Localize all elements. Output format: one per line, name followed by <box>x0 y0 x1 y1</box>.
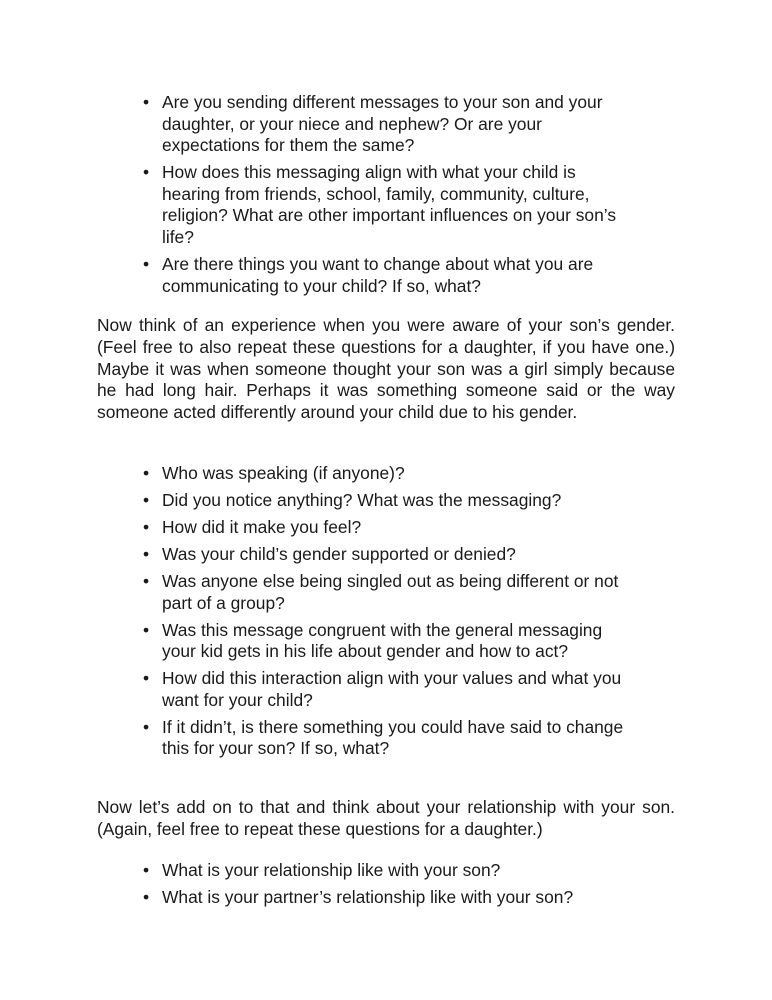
list-item <box>143 544 633 566</box>
bullet-icon: • <box>143 543 150 564</box>
list-item-text: What is your partner’s relationship like with your son? <box>162 886 574 907</box>
bullet-icon: • <box>143 668 150 689</box>
list-item-text: How does this messaging align with what your child is hearing from friends, school, family, community, culture, religion? What are other important influences on your son’s life? <box>162 162 617 247</box>
bullet-icon: • <box>143 886 150 907</box>
list-item <box>143 860 633 882</box>
list-item-text: Who was speaking (if anyone)? <box>162 463 405 483</box>
bullet-icon: • <box>143 860 150 880</box>
bullet-icon: • <box>143 716 150 737</box>
list-item <box>143 162 633 248</box>
list-item-text: Was this message congruent with the general messaging your kid gets in his life about gender and how to act? <box>162 619 603 662</box>
list-item-text: How did it make you feel? <box>162 516 362 537</box>
list-item <box>143 92 633 157</box>
list-item <box>143 620 633 663</box>
list-item <box>143 517 633 539</box>
list-item-text: Did you notice anything? What was the messaging? <box>162 489 562 510</box>
reflection-question-list-relationship <box>143 860 633 914</box>
bullet-icon: • <box>143 463 150 483</box>
list-item-text: Are there things you want to change about what you are communicating to your child? If so, what? <box>162 253 594 296</box>
list-item-text: How did this interaction align with your values and what you want for your child? <box>162 668 622 710</box>
bullet-icon: • <box>143 489 150 510</box>
body-paragraph-relationship: Now let’s add on to that and think about your relationship with your son. (Again, feel free to repeat these questions for a daughter.) <box>97 797 675 839</box>
list-item-text: Was your child’s gender supported or denied? <box>162 543 516 564</box>
bullet-icon: • <box>143 516 150 537</box>
reflection-question-list-messaging <box>143 92 633 303</box>
bullet-icon: • <box>143 253 150 274</box>
list-item-text: Are you sending different messages to your son and your daughter, or your niece and nephew? Or are your expectations for them the same? <box>162 92 603 156</box>
list-item-text: Was anyone else being singled out as being different or not part of a group? <box>162 570 619 613</box>
bullet-icon: • <box>143 162 150 183</box>
list-item <box>143 254 633 297</box>
bullet-icon: • <box>143 92 150 112</box>
list-item-text: If it didn’t, is there something you could have said to change this for your son? If so, what? <box>162 716 624 759</box>
list-item <box>143 668 633 711</box>
list-item-text: What is your relationship like with your son? <box>162 860 501 880</box>
body-paragraph-gender-experience: Now think of an experience when you were aware of your son’s gender. (Feel free to also repeat these questions for a daughter, if you have one.) Maybe it was when someone thought your son was a girl simply because he had long hair. Perhaps it was something someone said or the way someone acted differently around your child due to his gender. <box>97 315 675 423</box>
reflection-question-list-experience <box>143 463 633 765</box>
list-item <box>143 463 633 485</box>
list-item <box>143 490 633 512</box>
list-item <box>143 717 633 760</box>
bullet-icon: • <box>143 619 150 640</box>
bullet-icon: • <box>143 570 150 591</box>
list-item <box>143 887 633 909</box>
list-item <box>143 571 633 614</box>
